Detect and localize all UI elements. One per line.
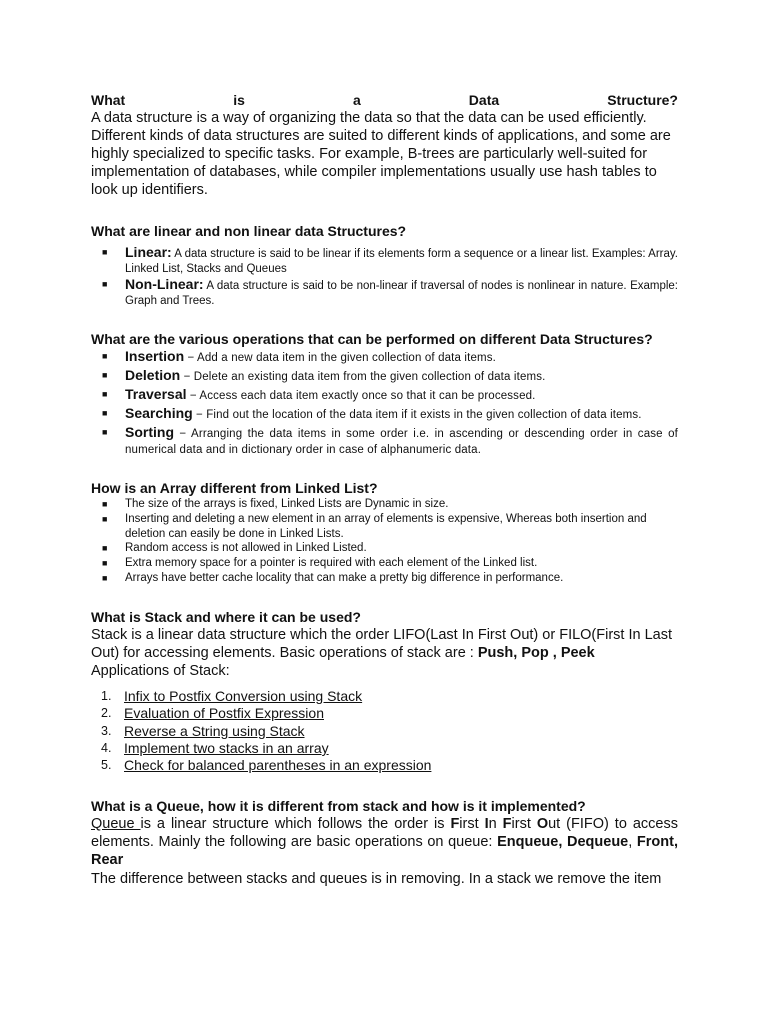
term-description: A data structure is said to be non-linear if traversal of nodes is nonlinear in nature. Example: Graph and Trees.: [125, 280, 678, 307]
term-label: Linear:: [125, 244, 172, 260]
section-title-data-structure: [91, 92, 678, 109]
document-content: [91, 92, 678, 888]
link-reverse-string[interactable]: Reverse a String using Stack: [124, 722, 305, 739]
bullet-icon: ■: [102, 279, 108, 289]
list-item: [91, 740, 678, 757]
term-label: Traversal: [125, 386, 187, 402]
list-item: [91, 386, 678, 405]
link-two-stacks[interactable]: Implement two stacks in an array: [124, 740, 329, 756]
list-number: 3.: [101, 723, 112, 738]
bullet-icon: ■: [102, 370, 108, 380]
fifo-letter: I: [484, 815, 489, 832]
title-word: a: [352, 92, 361, 108]
list-item: [91, 245, 678, 277]
term-description: − Find out the location of the data item if it exists in the given collection of data items.: [192, 409, 642, 421]
term-description: − Arranging the data items in some order i.e. in ascending or descending order in case of numerical data and in dictionary order in case of alphanumeric data.: [125, 428, 678, 456]
queue-text: ut (FIFO) to access elements. Mainly the following are basic operations on queue:: [91, 815, 678, 850]
stack-applications-label: Applications of Stack:: [91, 662, 230, 679]
list-number: 1.: [101, 688, 112, 703]
operations-heading: What are the various operations that can be performed on different Data Structures?: [91, 331, 653, 347]
fifo-letter: F: [450, 815, 460, 832]
stack-applications-list: [91, 688, 678, 775]
bullet-icon: ■: [102, 351, 108, 361]
stack-heading: What is Stack and where it can be used?: [91, 608, 361, 625]
list-item: [91, 556, 678, 571]
list-number: 2.: [101, 706, 112, 721]
list-item: [91, 571, 678, 586]
queue-operations: Front, Rear: [91, 833, 678, 868]
term-label: Searching: [125, 405, 193, 421]
title-word: Data: [468, 92, 500, 108]
bullet-icon: ■: [102, 247, 108, 257]
term-description: A data structure is said to be linear if its elements form a sequence or a linear list. Examples: Array. Linked List, Stacks and Queues: [125, 248, 678, 275]
list-item: [91, 277, 678, 309]
queue-difference-paragraph: The difference between stacks and queues is in removing. In a stack we remove the item: [91, 870, 662, 887]
linear-heading: What are linear and non linear data Structures?: [91, 223, 407, 239]
fifo-letter: O: [536, 815, 549, 832]
operations-list: [91, 348, 678, 458]
queue-text: is a linear structure which follows the order is: [140, 815, 451, 832]
queue-separator: ,: [628, 833, 637, 850]
link-evaluation-postfix[interactable]: Evaluation of Postfix Expression: [124, 705, 324, 722]
list-item-text: Arrays have better cache locality that can make a pretty big difference in performance.: [125, 571, 564, 584]
title-word: Structure?: [607, 92, 678, 108]
link-infix-to-postfix[interactable]: Infix to Postfix Conversion using Stack: [124, 687, 363, 704]
fifo-letter: F: [502, 815, 512, 832]
array-vs-linked-list: [91, 497, 678, 586]
link-balanced-parentheses[interactable]: Check for balanced parentheses in an expression: [124, 757, 432, 774]
term-description: − Access each data item exactly once so that it can be processed.: [186, 390, 536, 402]
list-item: [91, 348, 678, 367]
fifo-rest: irst: [511, 815, 537, 832]
bullet-icon: ■: [102, 543, 108, 554]
title-word: What: [91, 92, 126, 108]
term-description: − Add a new data item in the given collection of data items.: [184, 352, 496, 364]
bullet-icon: ■: [102, 499, 108, 509]
bullet-icon: ■: [102, 427, 108, 437]
bullet-icon: ■: [102, 558, 108, 569]
stack-description: Stack is a linear data structure which the order LIFO(Last In First Out) or FILO(First In Last Out) for accessing elements. Basic operations of stack are :: [91, 626, 673, 661]
fifo-rest: irst: [459, 815, 485, 832]
list-item: [91, 424, 678, 458]
queue-operations: Enqueue, Dequeue: [497, 833, 629, 850]
list-item-text: Random access is not allowed in Linked Listed.: [125, 542, 367, 555]
list-item: [91, 757, 678, 774]
fifo-rest: n: [488, 815, 503, 832]
title-word: is: [233, 92, 245, 108]
term-label: Non-Linear:: [125, 276, 204, 292]
bullet-icon: ■: [102, 389, 108, 399]
list-item-text: The size of the arrays is fixed, Linked Lists are Dynamic in size.: [125, 498, 449, 510]
queue-heading: What is a Queue, how it is different from stack and how is it implemented?: [91, 797, 586, 814]
list-item: [91, 367, 678, 386]
queue-link[interactable]: Queue: [91, 815, 141, 832]
list-number: 5.: [101, 758, 112, 773]
term-description: − Delete an existing data item from the given collection of data items.: [180, 371, 546, 383]
bullet-icon: ■: [102, 408, 108, 418]
list-item: [91, 541, 678, 556]
term-label: Sorting: [125, 424, 174, 440]
list-item: [91, 497, 678, 512]
array-vs-linked-list-heading: How is an Array different from Linked List?: [91, 480, 378, 496]
data-structure-paragraph: A data structure is a way of organizing the data so that the data can be used efficiently. Different kinds of data structures are suited to different kinds of applications, and some are highly specialized to specific tasks. For example, B-trees are particularly well-suited for implementation of databases, while compiler implementations usually use hash tables to look up identifiers.: [91, 110, 671, 198]
list-item: [91, 405, 678, 424]
term-label: Deletion: [125, 367, 181, 383]
list-item-text: Inserting and deleting a new element in an array of elements is expensive, Whereas both insertion and deletion can easily be done in Linked Lists.: [125, 512, 647, 540]
stack-operations: Push, Pop , Peek: [477, 644, 595, 661]
bullet-icon: ■: [102, 513, 108, 524]
term-label: Insertion: [125, 348, 185, 364]
list-item: [91, 688, 678, 705]
list-item-text: Extra memory space for a pointer is required with each element of the Linked list.: [125, 557, 538, 570]
list-number: 4.: [101, 741, 112, 755]
queue-paragraph: [91, 815, 678, 869]
bullet-icon: ■: [102, 572, 108, 583]
stack-paragraph: [91, 626, 678, 662]
list-item: [91, 512, 678, 542]
linear-list: [91, 245, 678, 309]
list-item: [91, 723, 678, 740]
list-item: [91, 705, 678, 722]
